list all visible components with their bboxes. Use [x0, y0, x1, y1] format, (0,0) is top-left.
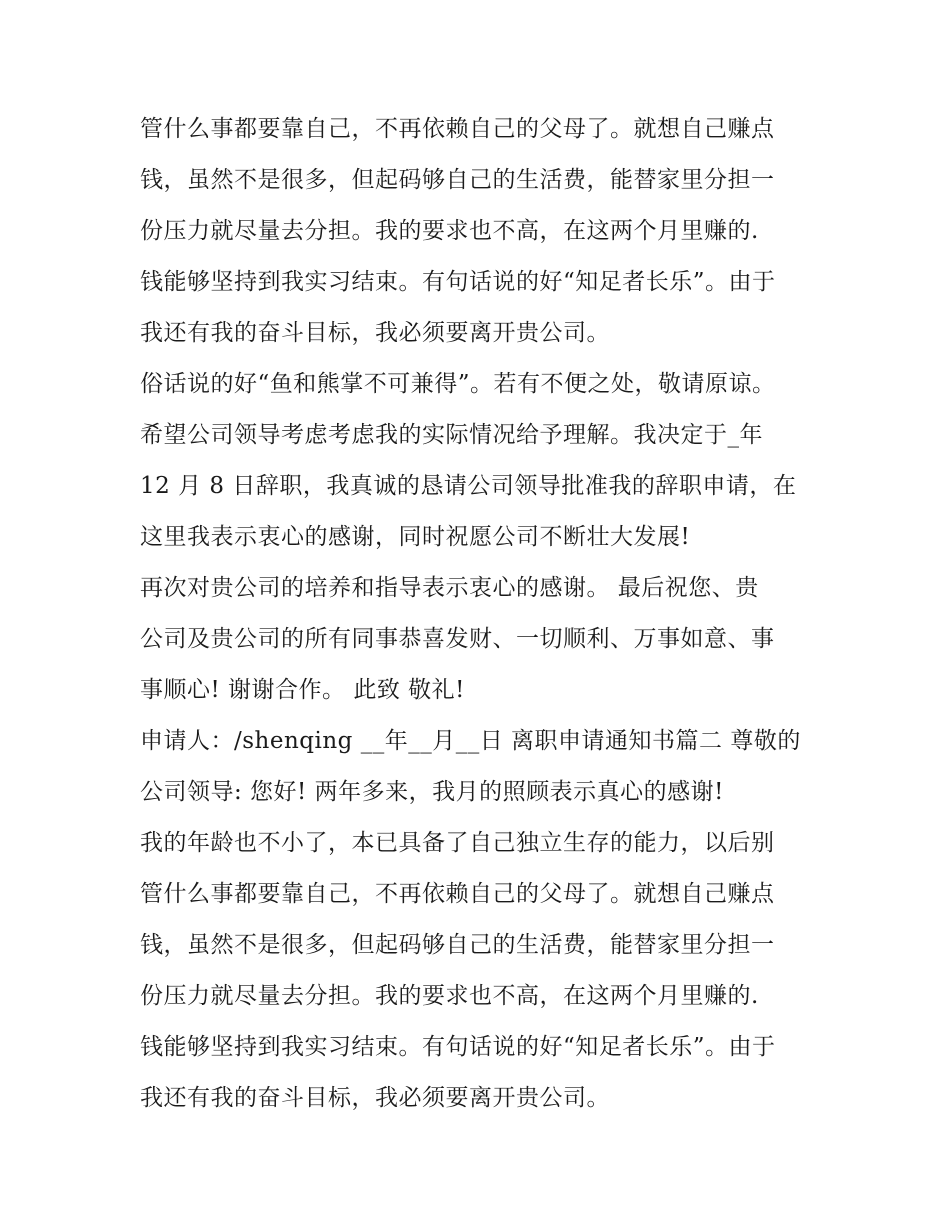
- text-line: 这里我表示衷心的感谢，同时祝愿公司不断壮大发展!: [140, 524, 691, 550]
- text-line: 申请人：/shenqing __年__月__日 离职申请通知书篇二 尊敬的: [140, 728, 801, 754]
- text-line: 份压力就尽量去分担。我的要求也不高，在这两个月里赚的.: [140, 983, 759, 1009]
- text-line: 管什么事都要靠自己，不再依赖自己的父母了。就想自己赚点: [140, 881, 775, 907]
- text-line: 12 月 8 日辞职，我真诚的恳请公司领导批准我的辞职申请，在: [140, 473, 797, 499]
- text-line: 我还有我的奋斗目标，我必须要离开贵公司。: [140, 320, 610, 346]
- text-line: 份压力就尽量去分担。我的要求也不高，在这两个月里赚的.: [140, 218, 759, 244]
- text-line: 公司领导: 您好! 两年多来，我月的照顾表示真心的感谢!: [140, 779, 724, 805]
- text-line: 钱能够坚持到我实习结束。有句话说的好“知足者长乐”。由于: [140, 1034, 776, 1060]
- text-line: 钱，虽然不是很多，但起码够自己的生活费，能替家里分担一: [140, 167, 775, 193]
- text-line: 公司及贵公司的所有同事恭喜发财、一切顺利、万事如意、事: [140, 626, 775, 652]
- document-body: [140, 104, 830, 1124]
- text-line: 再次对贵公司的培养和指导表示衷心的感谢。 最后祝您、贵: [140, 575, 759, 601]
- text-line: 我的年龄也不小了，本已具备了自己独立生存的能力，以后别: [140, 830, 775, 856]
- text-line: 俗话说的好“鱼和熊掌不可兼得”。若有不便之处，敬请原谅。: [140, 371, 776, 397]
- text-line: 管什么事都要靠自己，不再依赖自己的父母了。就想自己赚点: [140, 116, 775, 142]
- text-line: 钱能够坚持到我实习结束。有句话说的好“知足者长乐”。由于: [140, 269, 776, 295]
- text-line: 事顺心! 谢谢合作。 此致 敬礼!: [140, 677, 465, 703]
- text-line: 我还有我的奋斗目标，我必须要离开贵公司。: [140, 1085, 610, 1111]
- text-line: 希望公司领导考虑考虑我的实际情况给予理解。我决定于_年: [140, 422, 763, 448]
- text-line: 钱，虽然不是很多，但起码够自己的生活费，能替家里分担一: [140, 932, 775, 958]
